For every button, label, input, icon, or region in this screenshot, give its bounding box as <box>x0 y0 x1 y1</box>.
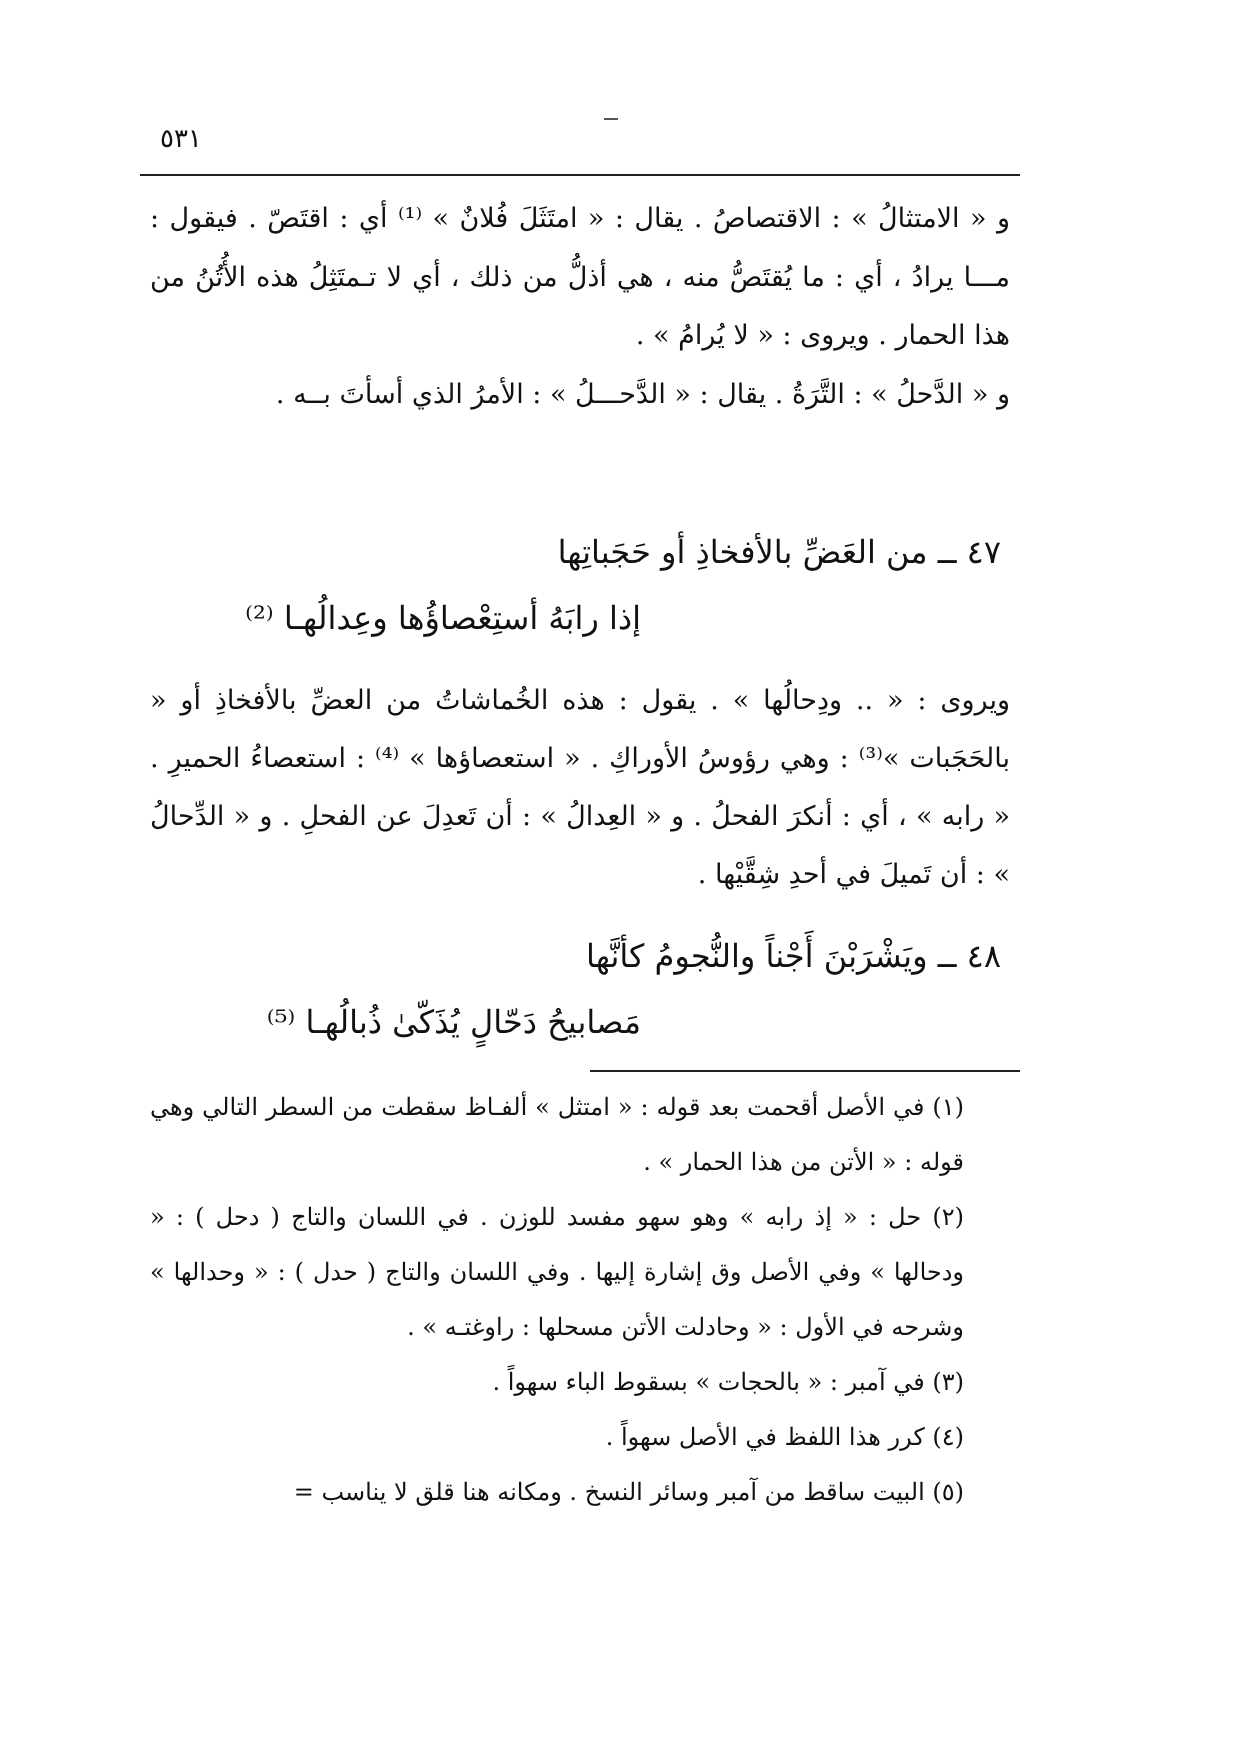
top-mark <box>604 118 618 120</box>
paragraph-dahl: و « الدَّحلُ » : التَّرَةُ . يقال : « الدَّحـــلُ » : الأمرُ الذي أسأتَ بــه . <box>275 378 1010 410</box>
paragraph-imtithal: و « الامتثالُ » : الاقتصاصُ . يقال : « امتَثَلَ فُلانٌ » ⁽¹⁾ أي : اقتَصّ . فيقول : مـــا يرادُ ، أي : ما يُقتَصُّ منه ، هي أذلُّ من ذلك ، أي لا تـمتَثِلُ هذه الأُتُنُ من هذا الحمار . ويروى : « لا يُرامُ » . <box>150 203 1011 351</box>
commentary-block-46 <box>150 190 1010 424</box>
page-number: ٥٣١ <box>160 124 202 154</box>
footnote-4: (٤) كرر هذا اللفظ في الأصل سهواً . <box>605 1423 964 1451</box>
footnote-rule <box>590 1070 1020 1072</box>
footnote-3: (٣) في آمبر : « بالحجات » بسقوط الباء سهواً . <box>492 1368 964 1396</box>
verse-48-second-hemistich: مَصابيحُ دَحّالٍ يُذَكّىٰ ذُبالُهـا ⁽⁵⁾ <box>266 1003 641 1041</box>
commentary-block-47 <box>150 672 1010 904</box>
footnote-5: (٥) البيت ساقط من آمبر وسائر النسخ . ومكانه هنا قلق لا يناسب = <box>293 1478 964 1506</box>
paragraph-commentary-47: ويروى : « .. ودِحالُها » . يقول : هذه الخُماشاتُ من العضِّ بالأفخاذِ أو « بالحَجَبات »⁽³⁾ : وهي رؤوسُ الأوراكِ . « استعصاؤها » ⁽⁴⁾ : استعصاءُ الحميرِ . « رابه » ، أي : أنكرَ الفحلُ . و « العِدالُ » : أن تَعدِلَ عن الفحلِ . و « الدِّحالُ » : أن تَميلَ في أحدِ شِقَّيْها . <box>150 685 1010 890</box>
verse-47-first-hemistich: ٤٧ ــ من العَضِّ بالأفخاذِ أو حَجَباتِها <box>557 533 1001 571</box>
footnote-2: (٢) حل : « إذ رابه » وهو سهو مفسد للوزن . في اللسان والتاج ( دحل ) : « ودحالها » وفي الأصل وق إشارة إليها . وفي اللسان والتاج ( حدل ) : « وحدالها » وشرحه في الأول : « وحادلت الأتن مسحلها : راوغتـه » . <box>150 1203 964 1341</box>
verse-48-first-hemistich: ٤٨ ــ ويَشْرَبْنَ أَجْناً والنُّجومُ كأنَّها <box>585 937 1001 975</box>
header-rule <box>140 174 1020 176</box>
footnotes <box>150 1080 1010 1520</box>
verse-47-second-hemistich: إذا رابَهُ أستِعْصاؤُها وعِدالُهـا ⁽²⁾ <box>245 599 641 637</box>
footnote-1: (١) في الأصل أقحمت بعد قوله : « امتثل » ألفـاظ سقطت من السطر التالي وهي قوله : « الأتن من هذا الحمار » . <box>150 1093 964 1176</box>
